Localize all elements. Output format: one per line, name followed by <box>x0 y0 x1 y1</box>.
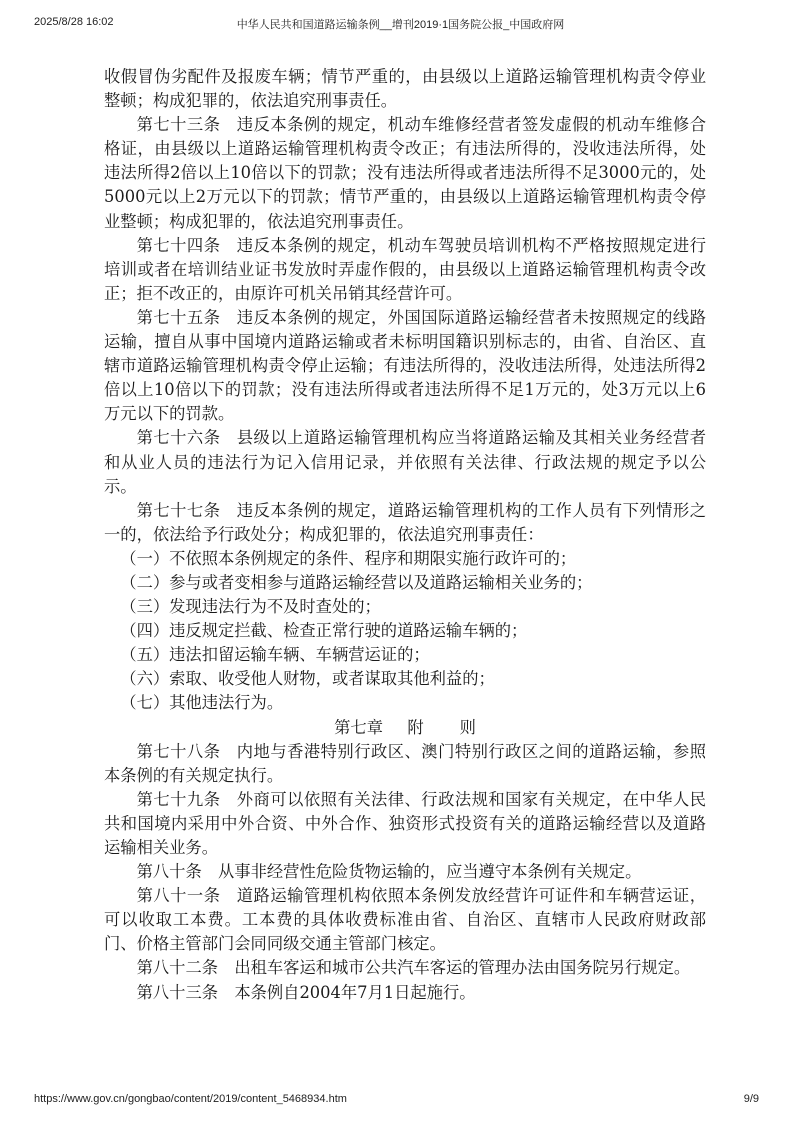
chapter-title-part: 则 <box>459 717 476 737</box>
article-number: 第七十八条 <box>136 741 221 761</box>
article-text: 道路运输管理机构依照本条例发放经营许可证件和车辆营运证，可以收取工本费。工本费的具体收费标准由省、自治区、直辖市人民政府财政部门、价格主管部门会同同级交通主管部门核定。 <box>104 886 706 954</box>
article-75 <box>104 306 706 426</box>
article-text: 违反本条例的规定，道路运输管理机构的工作人员有下列情形之一的，依法给予行政处分；构成犯罪的，依法追究刑事责任： <box>104 500 706 544</box>
article-77 <box>104 499 706 547</box>
continuation-paragraph: 收假冒伪劣配件及报废车辆；情节严重的，由县级以上道路运输管理机构责令停业整顿；构成犯罪的，依法追究刑事责任。 <box>104 67 706 111</box>
list-item: （五）违法扣留运输车辆、车辆营运证的； <box>120 645 430 665</box>
article-80 <box>104 860 706 884</box>
article-number: 第八十一条 <box>136 886 221 906</box>
list-item: （一）不依照本条例规定的条件、程序和期限实施行政许可的； <box>120 548 577 568</box>
article-text: 本条例自2004年7月1日起施行。 <box>234 982 476 1002</box>
article-number: 第七十五条 <box>136 307 221 327</box>
chapter-number: 第七章 <box>334 717 383 737</box>
article-number: 第七十三条 <box>136 115 221 135</box>
list-item: （三）发现违法行为不及时查处的； <box>120 597 381 617</box>
article-76 <box>104 426 706 498</box>
print-footer <box>0 1093 793 1109</box>
article-number: 第八十条 <box>136 862 202 882</box>
article-number: 第八十三条 <box>136 982 219 1002</box>
chapter-title-part: 附 <box>407 717 424 737</box>
page-number: 9/9 <box>743 1093 759 1105</box>
list-item: （二）参与或者变相参与道路运输经营以及道路运输相关业务的； <box>120 572 593 592</box>
chapter-heading <box>104 716 706 740</box>
article-text: 外商可以依照有关法律、行政法规和国家有关规定，在中华人民共和国境内采用中外合资、中外合作、独资形式投资有关的道路运输经营以及道路运输相关业务。 <box>104 789 706 857</box>
list-item: （四）违反规定拦截、检查正常行驶的道路运输车辆的； <box>120 621 528 641</box>
article-81 <box>104 884 706 956</box>
article-83 <box>104 981 706 1005</box>
article-79 <box>104 788 706 860</box>
article-number: 第七十九条 <box>136 789 221 809</box>
article-73 <box>104 113 706 233</box>
article-text: 县级以上道路运输管理机构应当将道路运输及其相关业务经营者和从业人员的违法行为记入信用记录，并依照有关法律、行政法规的规定予以公示。 <box>104 428 706 496</box>
list-item: （六）索取、收受他人财物，或者谋取其他利益的； <box>120 669 495 689</box>
article-number: 第七十七条 <box>136 500 221 520</box>
print-timestamp: 2025/8/28 16:02 <box>34 16 114 28</box>
article-text: 内地与香港特别行政区、澳门特别行政区之间的道路运输，参照本条例的有关规定执行。 <box>104 741 706 785</box>
article-text: 违反本条例的规定，机动车驾驶员培训机构不严格按照规定进行培训或者在培训结业证书发放时弄虚作假的，由县级以上道路运输管理机构责令改正；拒不改正的，由原许可机关吊销其经营许可。 <box>104 235 706 303</box>
article-number: 第七十四条 <box>136 235 221 255</box>
article-text: 违反本条例的规定，机动车维修经营者签发虚假的机动车维修合格证，由县级以上道路运输管理机构责令改正；有违法所得的，没收违法所得，处违法所得2倍以上10倍以下的罚款；没有违法所得或者违法所得不足3000元的，处5000元以上2万元以下的罚款；情节严重的，由县级以上道路运输管理机构责令停业整顿；构成犯罪的，依法追究刑事责任。 <box>104 115 706 231</box>
print-header <box>0 16 793 32</box>
article-number: 第七十六条 <box>136 428 221 448</box>
article-74 <box>104 234 706 306</box>
list-item: （七）其他违法行为。 <box>120 693 284 713</box>
source-url: https://www.gov.cn/gongbao/content/2019/content_5468934.htm <box>34 1093 347 1105</box>
article-78 <box>104 740 706 788</box>
page-title: 中华人民共和国道路运输条例__增刊2019·1国务院公报_中国政府网 <box>236 19 565 31</box>
article-number: 第八十二条 <box>136 958 219 978</box>
document-body <box>104 65 706 1005</box>
article-text: 违反本条例的规定，外国国际道路运输经营者未按照规定的线路运输，擅自从事中国境内道路运输或者未标明国籍识别标志的，由省、自治区、直辖市道路运输管理机构责令停止运输；有违法所得的，没收违法所得，处违法所得2倍以上10倍以下的罚款；没有违法所得或者违法所得不足1万元的，处3万元以上6万元以下的罚款。 <box>104 307 706 424</box>
article-text: 出租车客运和城市公共汽车客运的管理办法由国务院另行规定。 <box>234 958 691 978</box>
article-text: 从事非经营性危险货物运输的，应当遵守本条例有关规定。 <box>218 862 642 882</box>
article-82 <box>104 956 706 980</box>
